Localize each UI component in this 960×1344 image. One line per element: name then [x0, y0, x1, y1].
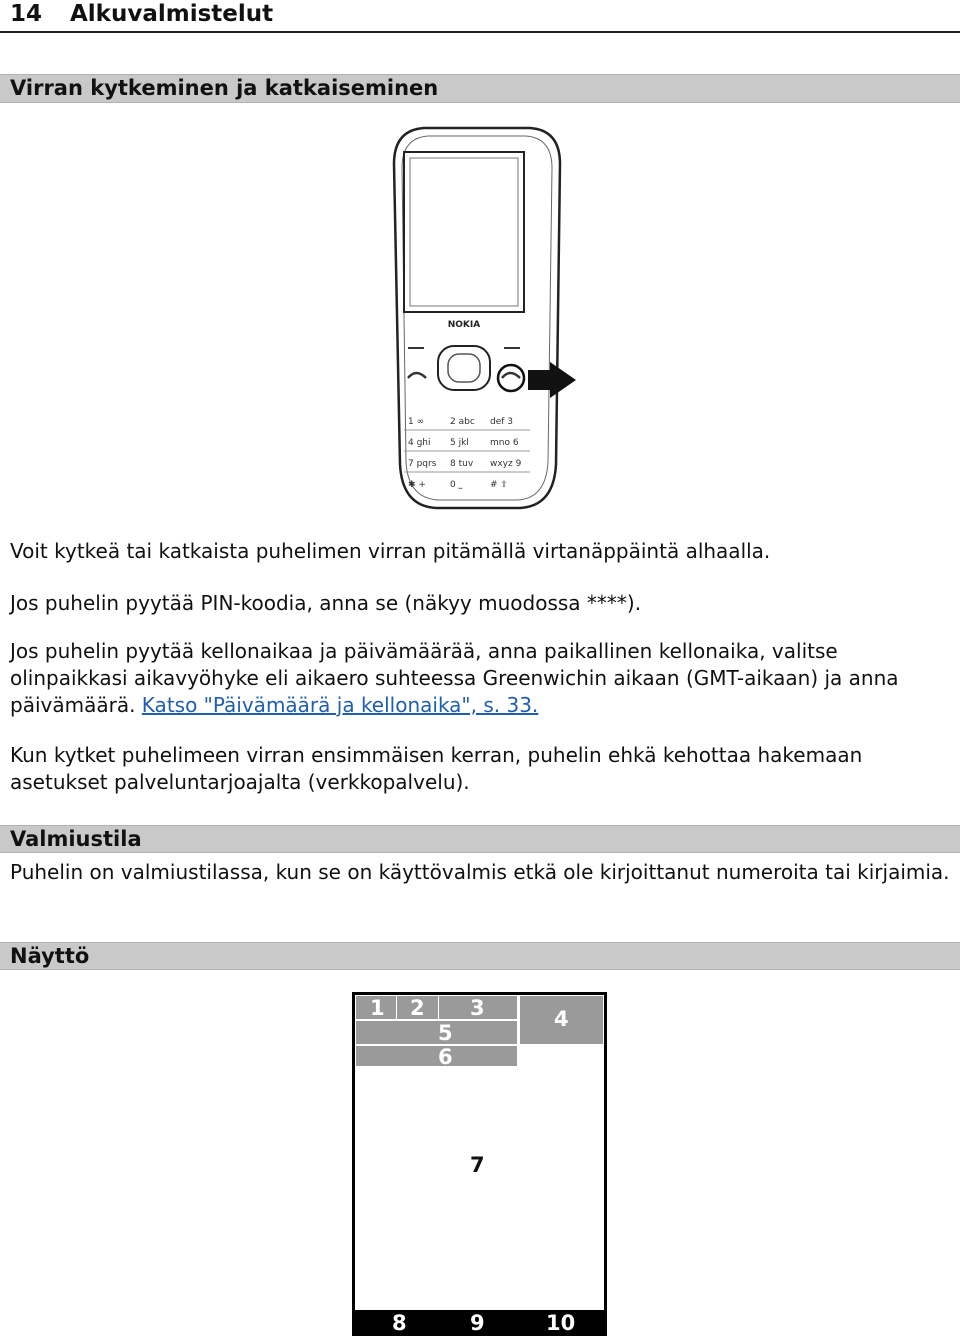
display-field-5 — [355, 1020, 518, 1045]
display-diagram — [352, 992, 607, 1336]
label-4: 4 — [554, 1007, 569, 1031]
key-8: 8 tuv — [450, 459, 474, 469]
key-2: 2 abc — [450, 417, 475, 427]
section-heading-standby: Valmiustila — [0, 825, 960, 853]
label-2: 2 — [410, 996, 425, 1020]
key-4: 4 ghi — [408, 438, 431, 448]
page-number: 14 — [10, 1, 43, 27]
key-7: 7 pqrs — [408, 459, 437, 469]
key-6: mno 6 — [490, 438, 519, 448]
date-time-link[interactable]: Katso "Päivämäärä ja kellonaika", s. 33. — [141, 693, 539, 717]
key-star: ✱ + — [408, 480, 426, 490]
label-8: 8 — [392, 1311, 407, 1335]
display-field-6 — [355, 1045, 518, 1067]
paragraph-standby: Puhelin on valmiustilassa, kun se on käyttövalmis etkä ole kirjoittanut numeroita tai kirjaimia. — [10, 860, 950, 884]
key-1: 1 ∞ — [408, 417, 425, 427]
label-1: 1 — [370, 996, 385, 1020]
chapter-title: Alkuvalmistelut — [70, 1, 274, 27]
paragraph-power-key: Voit kytkeä tai katkaista puhelimen virran pitämällä virtanäppäintä alhaalla. — [10, 539, 771, 563]
page-header — [0, 0, 960, 33]
section-heading-power: Virran kytkeminen ja katkaiseminen — [0, 74, 960, 103]
key-0: 0 ⎵ — [450, 480, 463, 490]
paragraph-time-date — [10, 638, 950, 719]
paragraph-time-date-text: Jos puhelin pyytää kellonaikaa ja päivämäärää, anna paikallinen kellonaika, valitse olinpaikkasi aikavyöhyke eli aikaero suhteessa Greenwichin aikaan (GMT-aikaan) ja anna päivämäärä. — [10, 639, 899, 717]
label-3: 3 — [470, 996, 485, 1020]
label-6: 6 — [438, 1045, 453, 1069]
section-heading-display: Näyttö — [0, 942, 960, 970]
key-9: wxyz 9 — [490, 459, 522, 469]
key-5: 5 jkl — [450, 438, 469, 448]
label-10: 10 — [546, 1311, 576, 1335]
label-9: 9 — [470, 1311, 485, 1335]
paragraph-first-start: Kun kytket puhelimeen virran ensimmäisen kerran, puhelin ehkä kehottaa hakemaan asetukset palveluntarjoajalta (verkkopalvelu). — [10, 743, 863, 794]
key-hash: # ⇧ — [490, 480, 508, 490]
brand-logo: NOKIA — [447, 320, 481, 330]
key-3: def 3 — [490, 417, 514, 427]
phone-illustration — [380, 124, 580, 514]
paragraph-pin: Jos puhelin pyytää PIN-koodia, anna se (näkyy muodossa ****). — [10, 591, 642, 615]
label-7: 7 — [470, 1153, 485, 1177]
label-5: 5 — [438, 1021, 453, 1045]
